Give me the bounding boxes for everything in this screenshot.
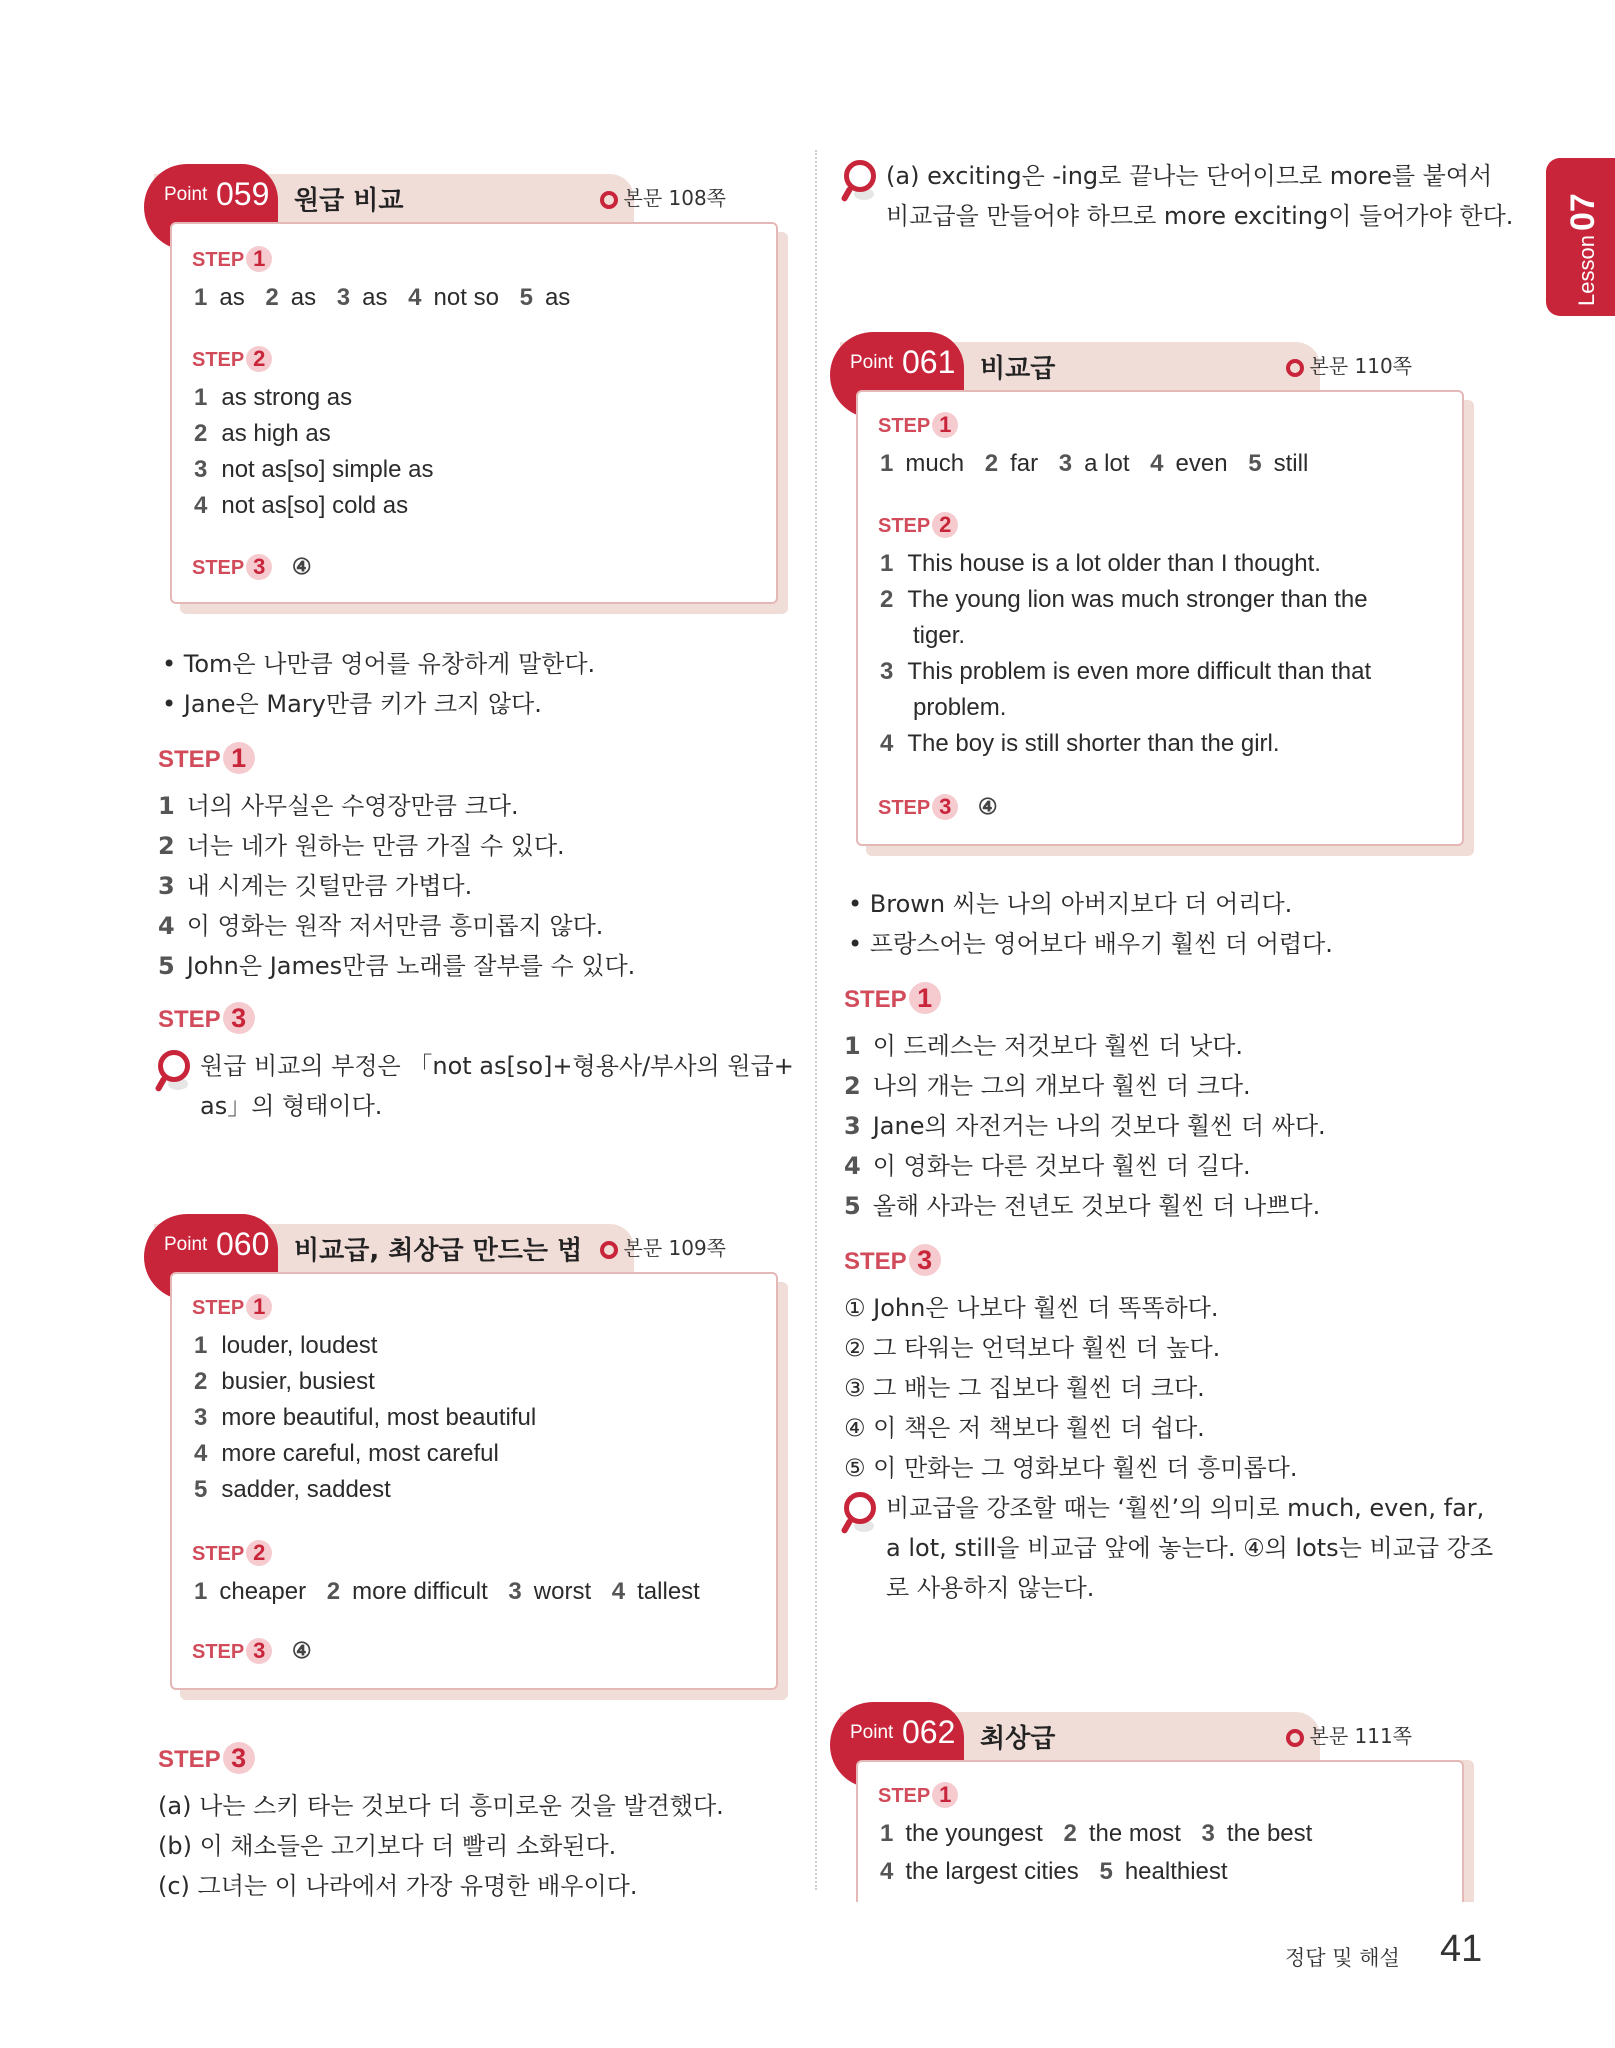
step2-label: STEP 2 (192, 346, 272, 372)
tip-line: as」의 형태이다. (200, 1092, 383, 1120)
column-separator (815, 150, 817, 1890)
step1-label: STEP 1 (878, 412, 958, 438)
tip-line: (a) exciting은 -ing로 끝나는 단어이므로 more를 붙여서 (886, 162, 1493, 190)
step3-heading: STEP 3 (844, 1244, 941, 1276)
point-number: 060 (216, 1226, 270, 1262)
translation-line: 3 내 시계는 깃털만큼 가볍다. (158, 872, 473, 900)
step2-answer: 1 This house is a lot older than I thought. (880, 550, 1321, 577)
step2-answer: 2 The young lion was much stronger than the (880, 586, 1368, 613)
step1-answer: 5 sadder, saddest (194, 1476, 391, 1503)
point-label: Point (164, 1234, 208, 1255)
page-reference: 본문 110쪽 (1286, 350, 1413, 379)
step2-answer-continued: tiger. (913, 622, 966, 649)
magnifier-icon (156, 1050, 190, 1094)
step1-answer: 3 more beautiful, most beautiful (194, 1404, 537, 1431)
footer-label: 정답 및 해설 (1285, 1946, 1400, 1970)
point-title: 최상급 (980, 1724, 1056, 1754)
translation-line: 4 이 영화는 다른 것보다 훨씬 더 길다. (844, 1152, 1251, 1180)
ref-dot-icon (1286, 1729, 1304, 1747)
step2-answer: 3 This problem is even more difficult than that (880, 658, 1372, 685)
point-label: Point (164, 184, 208, 205)
note-line: • Brown 씨는 나의 아버지보다 더 어리다. (848, 890, 1293, 918)
ref-dot-icon (1286, 359, 1304, 377)
point-number: 059 (216, 176, 270, 212)
step1-answers: 4 the largest cities 5 healthiest (880, 1858, 1228, 1885)
step1-answers: 1 as 2 as 3 as 4 not so 5 as (194, 284, 571, 311)
translation-line: 5 올해 사과는 전년도 것보다 훨씬 더 나쁘다. (844, 1192, 1321, 1220)
tip-line: 비교급을 강조할 때는 ‘훨씬’의 의미로 much, even, far, (886, 1494, 1485, 1522)
step2-answer: 4 The boy is still shorter than the girl. (880, 730, 1280, 757)
point-061-header (840, 342, 1412, 390)
tip-line: 로 사용하지 않는다. (886, 1574, 1095, 1602)
translation-line: ④ 이 책은 저 책보다 훨씬 더 쉽다. (844, 1414, 1205, 1442)
step3-heading: STEP 3 (158, 1002, 255, 1034)
translation-line: 4 이 영화는 원작 저서만큼 흥미롭지 않다. (158, 912, 604, 940)
point-number: 062 (902, 1714, 956, 1750)
step1-answer: 1 louder, loudest (194, 1332, 378, 1359)
translation-line: 1 이 드레스는 저것보다 훨씬 더 낫다. (844, 1032, 1244, 1060)
translation-line: (b) 이 채소들은 고기보다 더 빨리 소화된다. (158, 1832, 617, 1860)
translation-line: ③ 그 배는 그 집보다 훨씬 더 크다. (844, 1374, 1205, 1402)
step1-answers: 1 the youngest 2 the most 3 the best (880, 1820, 1313, 1847)
step2-answer-continued: problem. (913, 694, 1007, 721)
step2-label: STEP 2 (878, 512, 958, 538)
page-reference: 본문 108쪽 (600, 182, 727, 211)
note-line: • Jane은 Mary만큼 키가 크지 않다. (162, 690, 542, 718)
step2-answer: 2 as high as (194, 420, 331, 447)
step3-label: STEP 3 ④ (192, 554, 312, 579)
page-reference: 본문 109쪽 (600, 1232, 727, 1261)
translation-line: 1 너의 사무실은 수영장만큼 크다. (158, 792, 519, 820)
magnifier-icon (842, 160, 876, 204)
translation-line: ② 그 타워는 언덕보다 훨씬 더 높다. (844, 1334, 1221, 1362)
step2-answer: 1 as strong as (194, 384, 353, 411)
translation-line: ① John은 나보다 훨씬 더 똑똑하다. (844, 1294, 1219, 1322)
step2-answers: 1 cheaper 2 more difficult 3 worst 4 tallest (194, 1578, 700, 1605)
point-060-header (154, 1224, 726, 1272)
translation-line: (c) 그녀는 이 나라에서 가장 유명한 배우이다. (158, 1872, 638, 1900)
tip-line: a lot, still을 비교급 앞에 놓는다. ④의 lots는 비교급 강조 (886, 1534, 1494, 1562)
lesson-tab-text: Lesson07 (1564, 193, 1602, 306)
magnifier-icon (842, 1492, 876, 1536)
tip-line: 원급 비교의 부정은 「not as[so]+형용사/부사의 원급+ (200, 1052, 794, 1080)
point-062-header (840, 1712, 1412, 1760)
point-label: Point (850, 352, 894, 373)
translation-line: 2 나의 개는 그의 개보다 훨씬 더 크다. (844, 1072, 1251, 1100)
step1-heading: STEP 1 (158, 742, 255, 774)
translation-line: 2 너는 네가 원하는 만큼 가질 수 있다. (158, 832, 565, 860)
step3-heading: STEP 3 (158, 1742, 255, 1774)
point-061-box (856, 390, 1464, 846)
point-title: 원급 비교 (294, 186, 404, 216)
translation-line: (a) 나는 스키 타는 것보다 더 흥미로운 것을 발견했다. (158, 1792, 724, 1820)
note-line: • Tom은 나만큼 영어를 유창하게 말한다. (162, 650, 596, 678)
step1-label: STEP 1 (192, 1294, 272, 1320)
lesson-tab[interactable] (1546, 158, 1615, 316)
note-line: • 프랑스어는 영어보다 배우기 훨씬 더 어렵다. (848, 930, 1333, 958)
point-label: Point (850, 1722, 894, 1743)
step1-label: STEP 1 (878, 1782, 958, 1808)
translation-line: ⑤ 이 만화는 그 영화보다 훨씬 더 흥미롭다. (844, 1454, 1298, 1482)
tip-line: 비교급을 만들어야 하므로 more exciting이 들어가야 한다. (886, 202, 1514, 230)
step1-answer: 2 busier, busiest (194, 1368, 375, 1395)
ref-dot-icon (600, 191, 618, 209)
translation-line: 3 Jane의 자전거는 나의 것보다 훨씬 더 싸다. (844, 1112, 1326, 1140)
step2-label: STEP 2 (192, 1540, 272, 1566)
point-062-box (856, 1760, 1464, 1902)
step3-label: STEP 3 ④ (878, 794, 998, 819)
step3-label: STEP 3 ④ (192, 1638, 312, 1663)
page-reference: 본문 111쪽 (1286, 1720, 1413, 1749)
step2-answer: 3 not as[so] simple as (194, 456, 434, 483)
point-number: 061 (902, 344, 956, 380)
point-title: 비교급 (980, 354, 1056, 384)
step2-answer: 4 not as[so] cold as (194, 492, 409, 519)
point-059-header (154, 174, 726, 222)
step1-answers: 1 much 2 far 3 a lot 4 even 5 still (880, 450, 1309, 477)
point-title: 비교급, 최상급 만드는 법 (294, 1236, 583, 1266)
point-059-box (170, 222, 778, 604)
step1-label: STEP 1 (192, 246, 272, 272)
page-number: 41 (1440, 1928, 1483, 1970)
step1-heading: STEP 1 (844, 982, 941, 1014)
step1-answer: 4 more careful, most careful (194, 1440, 499, 1467)
ref-dot-icon (600, 1241, 618, 1259)
translation-line: 5 John은 James만큼 노래를 잘부를 수 있다. (158, 952, 636, 980)
point-060-box (170, 1272, 778, 1690)
